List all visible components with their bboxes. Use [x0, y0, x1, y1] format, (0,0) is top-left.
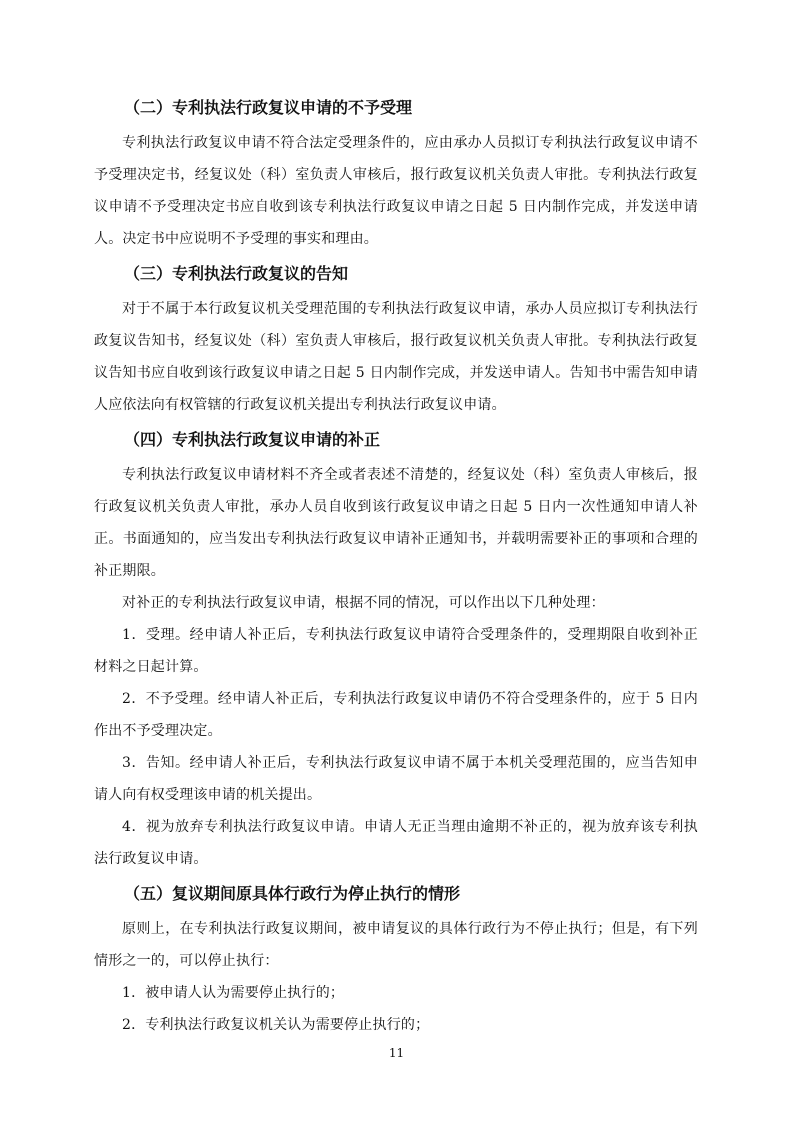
section-heading-3: （三）专利执法行政复议的告知 — [124, 264, 349, 283]
paragraph: 对补正的专利执法行政复议申请，根据不同的情况，可以作出以下几种处理： — [122, 595, 605, 611]
list-item: 4．视为放弃专利执法行政复议申请。申请人无正当理由逾期不补正的，视为放弃该专利执法行政复议申请。 — [94, 819, 698, 867]
paragraph: 专利执法行政复议申请不符合法定受理条件的，应由承办人员拟订专利执法行政复议申请不予受理决定书，经复议处（科）室负责人审核后，报行政复议机关负责人审批。专利执法行政复议申请不予受理决定书应自收到该专利执法行政复议申请之日起 5 日内制作完成，并发送申请人。决定书中应说明不予受理的事实和理由。 — [94, 135, 698, 247]
paragraph: 原则上，在专利执法行政复议期间，被申请复议的具体行政行为不停止执行；但是，有下列情形之一的，可以停止执行： — [94, 921, 698, 969]
paragraph: 对于不属于本行政复议机关受理范围的专利执法行政复议申请，承办人员应拟订专利执法行政复议告知书，经复议处（科）室负责人审核后，报行政复议机关负责人审批。专利执法行政复议告知书应自收到该行政复议申请之日起 5 日内制作完成，并发送申请人。告知书中需告知申请人应依法向有权管辖的行政复议机关提出专利执法行政复议申请。 — [94, 301, 698, 413]
list-item: 2．不予受理。经申请人补正后，专利执法行政复议申请仍不符合受理条件的，应于 5 日内作出不予受理决定。 — [94, 691, 698, 739]
list-item: 2．专利执法行政复议机关认为需要停止执行的； — [122, 1017, 430, 1033]
paragraph: 专利执法行政复议申请材料不齐全或者表述不清楚的，经复议处（科）室负责人审核后，报行政复议机关负责人审批，承办人员自收到该行政复议申请之日起 5 日内一次性通知申请人补正。书面通知的，应当发出专利执法行政复议申请补正通知书，并载明需要补正的事项和合理的补正期限。 — [94, 467, 698, 579]
section-heading-5: （五）复议期间原具体行政行为停止执行的情形 — [124, 884, 461, 903]
section-heading-2: （二）专利执法行政复议申请的不予受理 — [124, 98, 413, 117]
page-content — [94, 93, 698, 1041]
list-item: 1．受理。经申请人补正后，专利执法行政复议申请符合受理条件的，受理期限自收到补正材料之日起计算。 — [94, 627, 698, 675]
section-heading-4: （四）专利执法行政复议申请的补正 — [124, 430, 381, 449]
list-item: 3．告知。经申请人补正后，专利执法行政复议申请不属于本机关受理范围的，应当告知申请人向有权受理该申请的机关提出。 — [94, 755, 698, 803]
page-number: 11 — [388, 1046, 405, 1060]
list-item: 1．被申请人认为需要停止执行的； — [122, 985, 345, 1001]
